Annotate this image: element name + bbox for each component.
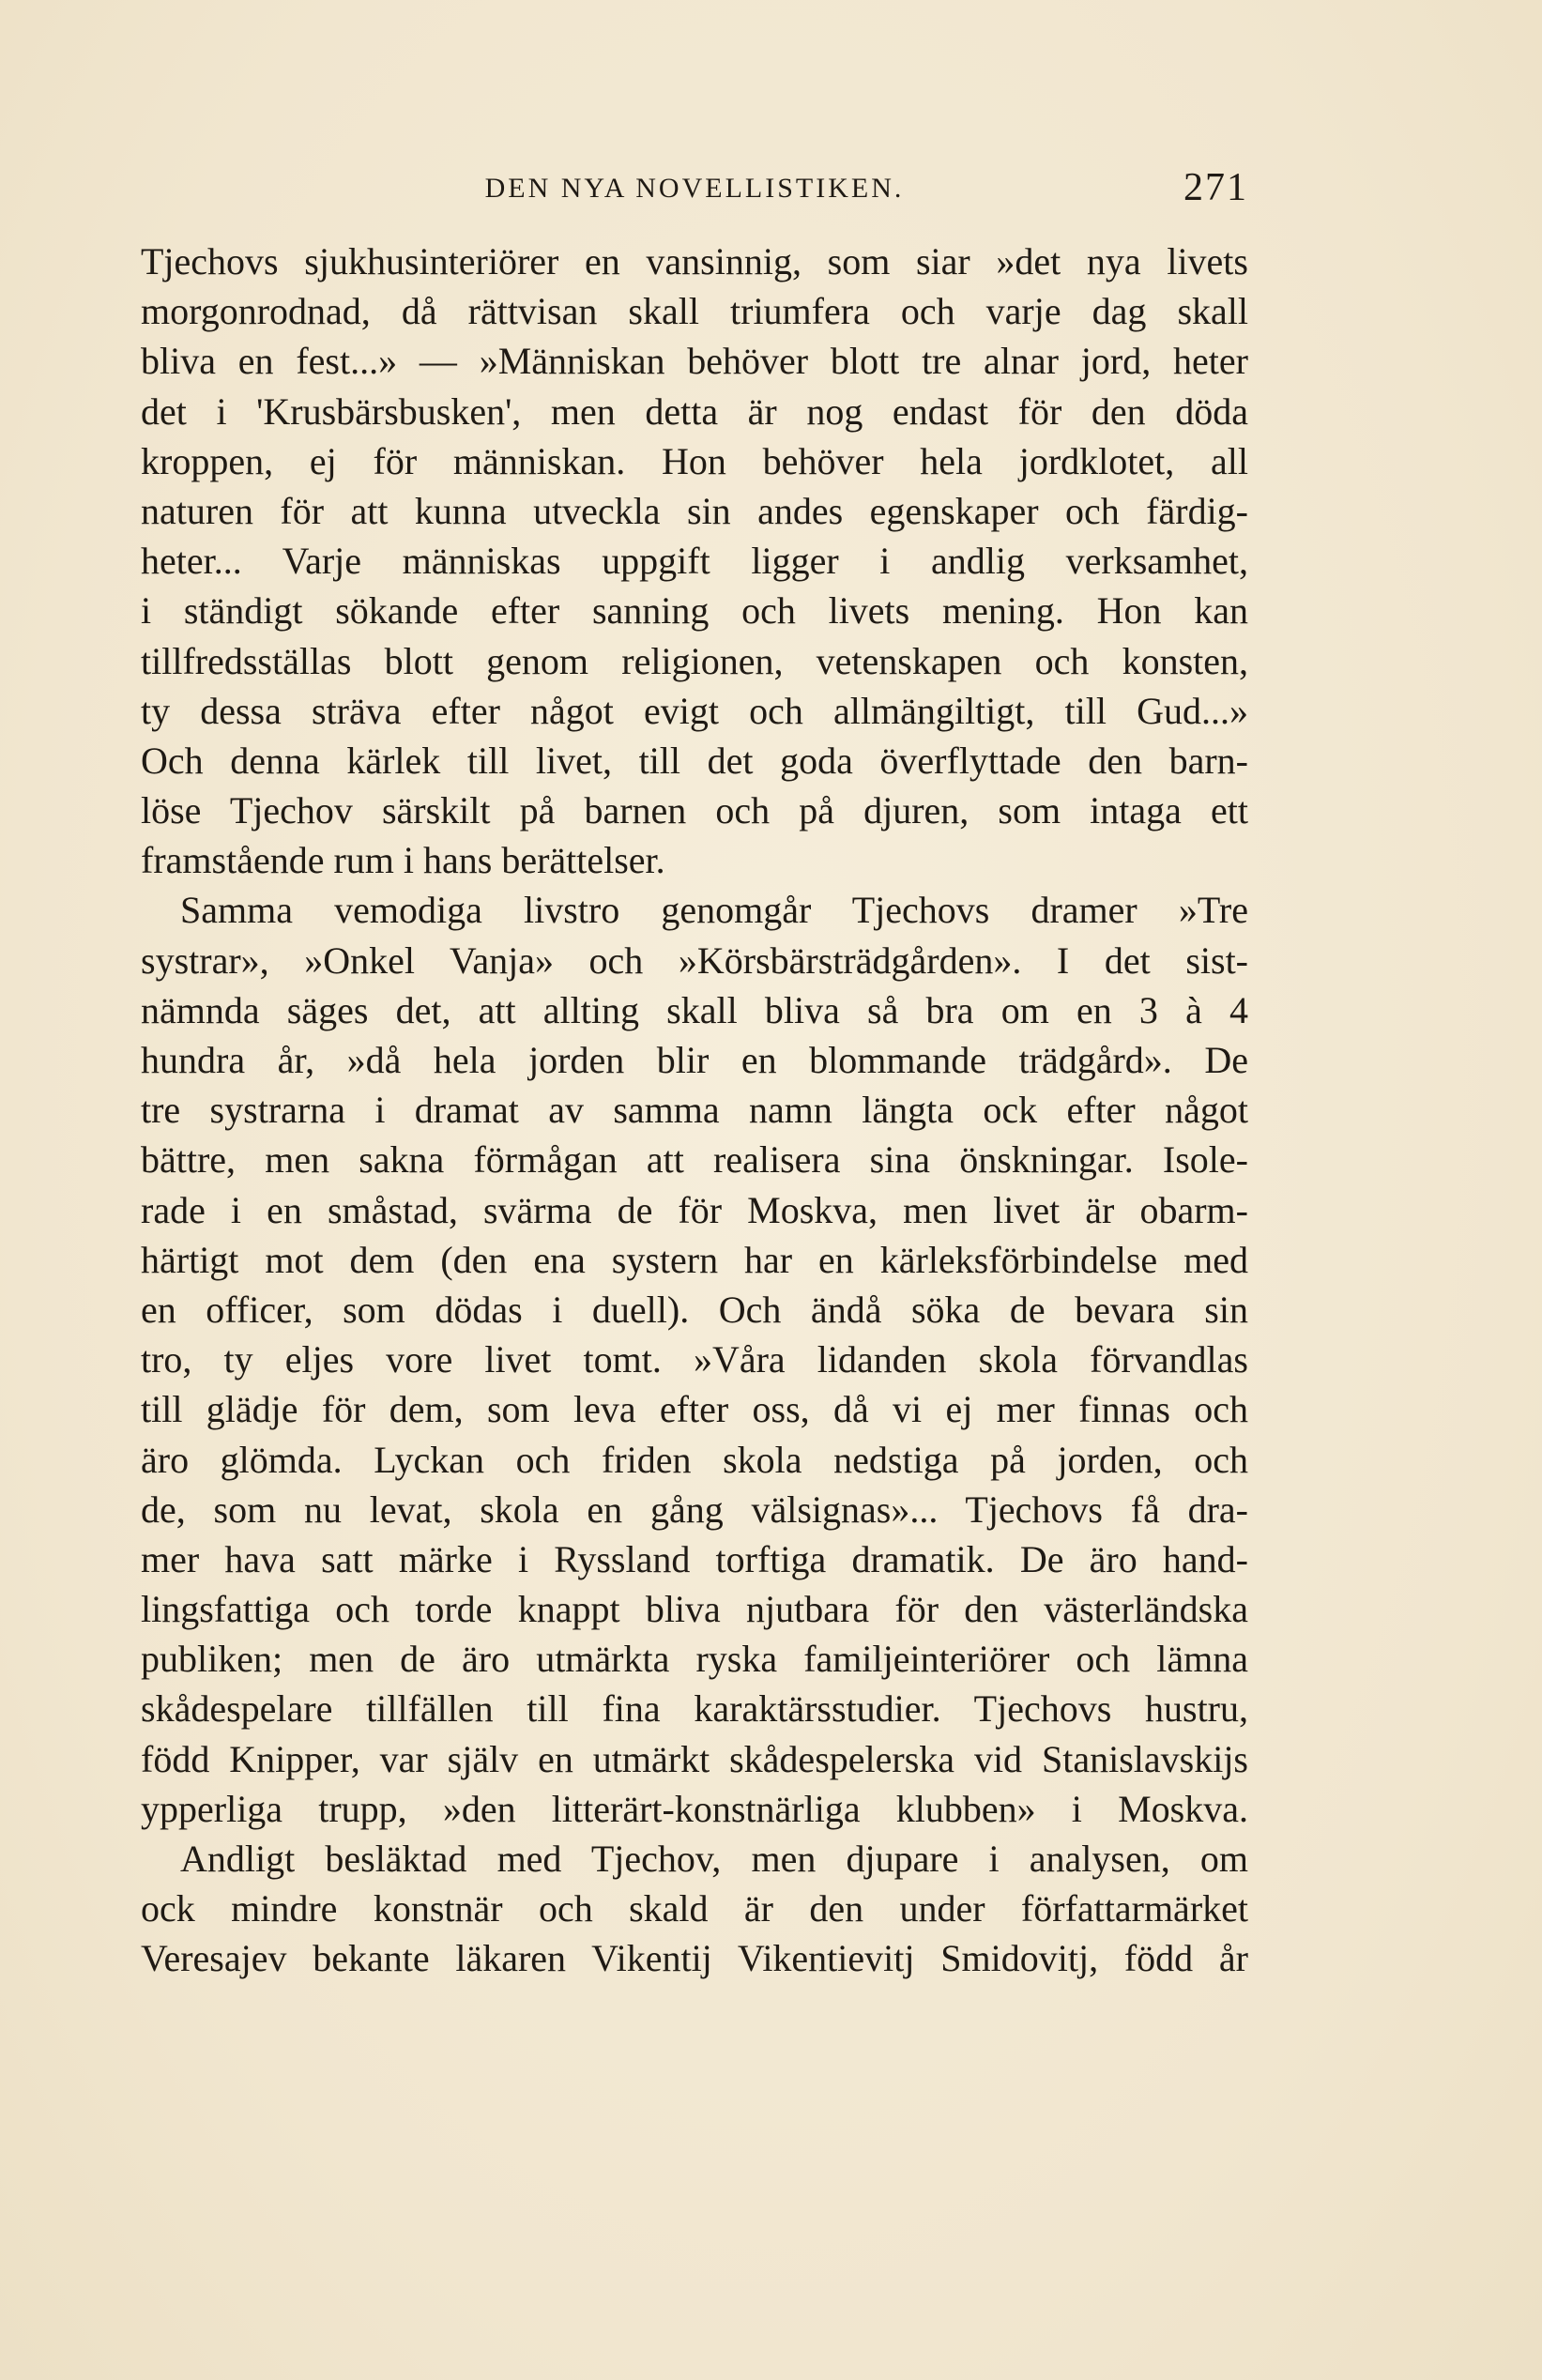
text-line: framstående rum i hans berättelser. bbox=[141, 839, 665, 882]
text-line: lingsfattiga och torde knappt bliva njutbara för den västerländska bbox=[141, 1588, 1248, 1631]
text-line: rade i en småstad, svärma de för Moskva, men livet är obarm- bbox=[141, 1188, 1248, 1231]
text-line: Veresajev bekante läkaren Vikentij Vikentievitj Smidovitj, född år bbox=[141, 1937, 1248, 1980]
page-number: 271 bbox=[1183, 166, 1248, 209]
text-line: en officer, som dödas i duell). Och ändå söka de bevara sin bbox=[141, 1288, 1248, 1331]
text-line: Tjechovs sjukhusinteriörer en vansinnig, som siar »det nya livets bbox=[141, 240, 1248, 282]
text-line: härtigt mot dem (den ena systern har en kärleksförbindelse med bbox=[141, 1238, 1248, 1281]
text-line: bliva en fest...» — »Människan behöver blott tre alnar jord, heter bbox=[141, 340, 1248, 383]
text-line: ock mindre konstnär och skald är den under författarmärket bbox=[141, 1887, 1248, 1930]
text-line: tre systrarna i dramat av samma namn längta ock efter något bbox=[141, 1089, 1248, 1132]
page-header bbox=[141, 165, 1248, 221]
running-title: DEN NYA NOVELLISTIKEN. bbox=[484, 173, 905, 204]
text-line: Samma vemodiga livstro genomgår Tjechovs dramer »Tre bbox=[180, 889, 1248, 932]
text-line: kroppen, ej för människan. Hon behöver hela jordklotet, all bbox=[141, 439, 1248, 482]
text-line: Och denna kärlek till livet, till det goda överflyttade den barn- bbox=[141, 739, 1248, 782]
text-line: i ständigt sökande efter sanning och livets mening. Hon kan bbox=[141, 589, 1248, 633]
text-line: löse Tjechov särskilt på barnen och på djuren, som intaga ett bbox=[141, 789, 1248, 832]
text-line: heter... Varje människas uppgift ligger i andlig verksamhet, bbox=[141, 540, 1248, 583]
text-line: ty dessa sträva efter något evigt och allmängiltigt, till Gud...» bbox=[141, 689, 1248, 732]
body-text bbox=[141, 236, 1248, 1984]
text-line: hundra år, »då hela jorden blir en blommande trädgård». De bbox=[141, 1039, 1248, 1081]
text-line: mer hava satt märke i Ryssland torftiga dramatik. De äro hand- bbox=[141, 1537, 1248, 1580]
text-line: äro glömda. Lyckan och friden skola nedstiga på jorden, och bbox=[141, 1438, 1248, 1481]
text-line: morgonrodnad, då rättvisan skall triumfera och varje dag skall bbox=[141, 290, 1248, 333]
text-line: systrar», »Onkel Vanja» och »Körsbärsträdgården». I det sist- bbox=[141, 938, 1248, 982]
text-line: född Knipper, var själv en utmärkt skådespelerska vid Stanislavskijs bbox=[141, 1737, 1248, 1780]
text-line: till glädje för dem, som leva efter oss, då vi ej mer finnas och bbox=[141, 1388, 1248, 1431]
text-line: skådespelare tillfällen till fina karaktärsstudier. Tjechovs hustru, bbox=[141, 1687, 1248, 1731]
text-line: det i 'Krusbärsbusken', men detta är nog endast för den döda bbox=[141, 389, 1248, 433]
text-line: ypperliga trupp, »den litterärt-konstnärliga klubben» i Moskva. bbox=[141, 1787, 1248, 1830]
text-line: naturen för att kunna utveckla sin andes egenskaper och färdig- bbox=[141, 489, 1248, 532]
text-line: bättre, men sakna förmågan att realisera sina önskningar. Isole- bbox=[141, 1138, 1248, 1182]
text-line: de, som nu levat, skola en gång välsignas»... Tjechovs få dra- bbox=[141, 1488, 1248, 1531]
text-line: tro, ty eljes vore livet tomt. »Våra lidanden skola förvandlas bbox=[141, 1338, 1248, 1381]
text-line: tillfredsställas blott genom religionen, vetenskapen och konsten, bbox=[141, 639, 1248, 682]
text-line: nämnda säges det, att allting skall bliva så bra om en 3 à 4 bbox=[141, 988, 1248, 1031]
text-line: Andligt besläktad med Tjechov, men djupare i analysen, om bbox=[180, 1838, 1248, 1880]
text-line: publiken; men de äro utmärkta ryska familjeinteriörer och lämna bbox=[141, 1638, 1248, 1681]
